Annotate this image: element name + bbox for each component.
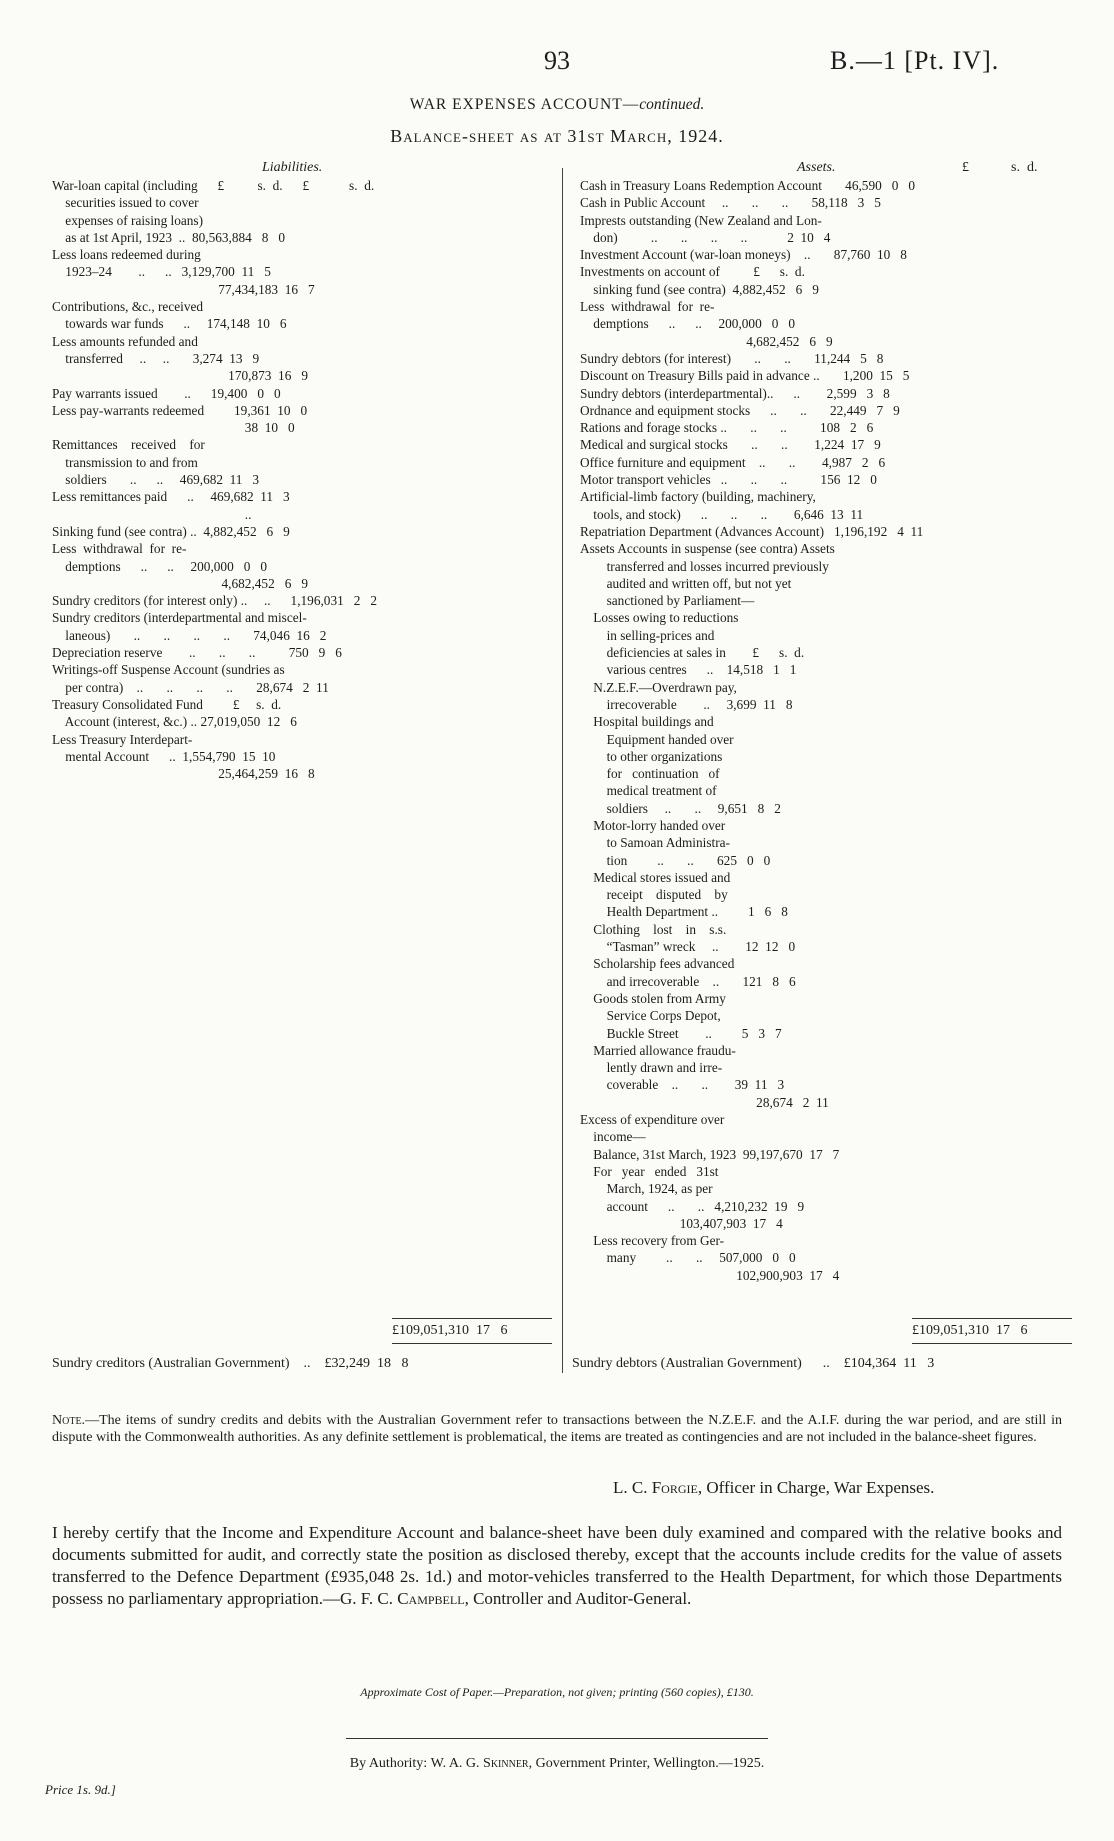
assets-contingent: Sundry debtors (Australian Government) .. £104,364 11 3 <box>572 1356 935 1371</box>
asset-line: Motor-lorry handed over <box>580 817 726 833</box>
signature-line <box>613 1478 934 1498</box>
liability-line: 170,873 16 9 <box>52 368 308 384</box>
asset-line: Cash in Treasury Loans Redemption Account 46,590 0 0 <box>580 178 915 193</box>
asset-line: account .. .. 4,210,232 19 9 <box>580 1198 805 1214</box>
asset-line: Investment Account (war-loan moneys) .. 87,760 10 8 <box>580 247 907 263</box>
asset-line: Equipment handed over <box>580 731 734 747</box>
asset-line: tion .. .. 625 0 0 <box>580 852 771 868</box>
liabilities-column <box>52 177 377 782</box>
liability-line: laneous) .. .. .. .. 74,046 16 2 <box>52 627 327 643</box>
asset-line: Imprests outstanding (New Zealand and Lon- <box>580 212 822 228</box>
liabilities-total-rule <box>392 1318 552 1319</box>
asset-line: Scholarship fees advanced <box>580 956 735 972</box>
liability-line: securities issued to cover <box>52 195 199 211</box>
footer-rule <box>346 1738 768 1739</box>
liability-line: 1923–24 .. .. 3,129,700 11 5 <box>52 264 271 280</box>
price: Price 1s. 9d.] <box>45 1782 116 1797</box>
auditor-certificate <box>52 1522 1062 1610</box>
asset-line: Losses owing to reductions <box>580 610 739 626</box>
asset-line: tools, and stock) .. .. .. 6,646 13 11 <box>580 506 864 522</box>
liability-line: Less amounts refunded and <box>52 333 198 349</box>
liability-line: Account (interest, &c.) .. 27,019,050 12 6 <box>52 714 297 730</box>
asset-line: many .. .. 507,000 0 0 <box>580 1250 796 1266</box>
liability-line: soldiers .. .. 469,682 11 3 <box>52 472 260 488</box>
authority-name: W. A. G. Skinner <box>430 1756 529 1771</box>
asset-line: income— <box>580 1129 646 1145</box>
liability-line: Contributions, &c., received <box>52 299 204 315</box>
printer-authority <box>0 1756 1114 1772</box>
asset-line: Excess of expenditure over <box>580 1112 725 1128</box>
authority-suffix: , Government Printer, Wellington.—1925. <box>528 1756 765 1771</box>
asset-line: sinking fund (see contra) 4,882,452 6 9 <box>580 281 819 297</box>
liability-line: .. <box>52 506 252 522</box>
asset-line: for continuation of <box>580 766 720 782</box>
assets-total-rule <box>912 1318 1072 1319</box>
asset-line: Artificial-limb factory (building, machinery, <box>580 489 816 505</box>
liabilities-contingent: Sundry creditors (Australian Government) .. £32,249 18 8 <box>52 1356 409 1371</box>
asset-line: Office furniture and equipment .. .. 4,987 2 6 <box>580 454 886 470</box>
asset-line: Health Department .. 1 6 8 <box>580 904 788 920</box>
liability-line: Less withdrawal for re- <box>52 541 187 557</box>
asset-line: Cash in Public Account .. .. .. 58,118 3 5 <box>580 195 881 211</box>
asset-line: irrecoverable .. 3,699 11 8 <box>580 696 793 712</box>
liabilities-total-underline <box>392 1343 552 1344</box>
liability-line: demptions .. .. 200,000 0 0 <box>52 558 267 574</box>
asset-line: Ordnance and equipment stocks .. .. 22,449 7 9 <box>580 402 900 418</box>
asset-line: “Tasman” wreck .. 12 12 0 <box>580 939 796 955</box>
liability-line: towards war funds .. 174,148 10 6 <box>52 316 287 332</box>
document-title <box>0 96 1114 114</box>
note-label: Note. <box>52 1413 86 1428</box>
liability-line: Pay warrants issued .. 19,400 0 0 <box>52 385 281 401</box>
title-cont: continued. <box>639 96 705 113</box>
page-number: 93 <box>544 46 570 75</box>
liability-line: Less pay-warrants redeemed 19,361 10 0 <box>52 402 308 418</box>
liability-line: Depreciation reserve .. .. .. 750 9 6 <box>52 645 342 661</box>
liability-line: Writings-off Suspense Account (sundries as <box>52 662 285 678</box>
asset-line: 102,900,903 17 4 <box>580 1267 840 1283</box>
asset-line: and irrecoverable .. 121 8 6 <box>580 973 796 989</box>
asset-line: Sundry debtors (interdepartmental).. .. 2,599 3 8 <box>580 385 890 401</box>
subtitle-text: Balance-sheet as at 31st March, 1924. <box>390 126 724 146</box>
asset-line: to Samoan Administra- <box>580 835 730 851</box>
asset-line: soldiers .. .. 9,651 8 2 <box>580 800 781 816</box>
parliamentary-code: B.—1 [Pt. IV]. <box>830 46 1000 75</box>
liability-line: Remittances received for <box>52 437 205 453</box>
liability-line: 25,464,259 16 8 <box>52 766 315 782</box>
column-divider <box>562 168 563 1373</box>
asset-line: Motor transport vehicles .. .. .. 156 12 0 <box>580 472 877 488</box>
signature-name: L. C. Forgie <box>613 1478 698 1497</box>
asset-line: Hospital buildings and <box>580 714 714 730</box>
asset-line: For year ended 31st <box>580 1163 719 1179</box>
asset-line: deficiencies at sales in £ s. d. <box>580 645 805 661</box>
liabilities-heading: Liabilities. <box>262 160 323 175</box>
certificate-signer: G. F. C. Campbell <box>340 1589 465 1608</box>
asset-line: Goods stolen from Army <box>580 990 726 1006</box>
signature-role: , Officer in Charge, War Expenses. <box>697 1478 935 1497</box>
asset-line: 103,407,903 17 4 <box>580 1215 783 1231</box>
assets-total: £109,051,310 17 6 <box>912 1323 1028 1338</box>
liability-line: as at 1st April, 1923 .. 80,563,884 8 0 <box>52 229 286 245</box>
authority-prefix: By Authority: <box>349 1756 431 1771</box>
liability-line: Less Treasury Interdepart- <box>52 731 193 747</box>
liability-line: transferred .. .. 3,274 13 9 <box>52 350 260 366</box>
asset-line: lently drawn and irre- <box>580 1060 723 1076</box>
asset-line: Clothing lost in s.s. <box>580 921 727 937</box>
note-text: —The items of sundry credits and debits with the Australian Government refer to transactions between the N.Z.E.F. and the A.I.F. during the war period, and are still in dispute with the Commonwealth authorities. As any definite settlement is problematical, the items are treated as contingencies and are not included in the balance-sheet figures. <box>52 1413 1062 1445</box>
assets-heading: Assets. <box>797 160 836 175</box>
asset-line: audited and written off, but not yet <box>580 575 792 591</box>
liability-line: mental Account .. 1,554,790 15 10 <box>52 748 276 764</box>
asset-line: Less recovery from Ger- <box>580 1233 725 1249</box>
asset-line: don) .. .. .. .. 2 10 4 <box>580 229 831 245</box>
asset-line: Assets Accounts in suspense (see contra) Assets <box>580 541 835 557</box>
asset-line: Medical and surgical stocks .. .. 1,224 17 9 <box>580 437 881 453</box>
liability-line: Sinking fund (see contra) .. 4,882,452 6 9 <box>52 523 290 539</box>
liability-line: 38 10 0 <box>52 420 295 436</box>
asset-line: Medical stores issued and <box>580 869 731 885</box>
asset-line: Buckle Street .. 5 3 7 <box>580 1025 782 1041</box>
document-subtitle <box>0 126 1114 147</box>
asset-line: 4,682,452 6 9 <box>580 333 833 349</box>
asset-line: sanctioned by Parliament— <box>580 593 755 609</box>
liability-line: Sundry creditors (interdepartmental and miscel- <box>52 610 307 626</box>
asset-line: 28,674 2 11 <box>580 1094 829 1110</box>
asset-line: N.Z.E.F.—Overdrawn pay, <box>580 679 737 695</box>
liability-line: 77,434,183 16 7 <box>52 281 315 297</box>
asset-line: March, 1924, as per <box>580 1181 713 1197</box>
asset-line: to other organizations <box>580 748 723 764</box>
liability-line: War-loan capital (including £ s. d. £ s. d. <box>52 178 375 193</box>
asset-line: Married allowance fraudu- <box>580 1042 736 1058</box>
asset-line: Discount on Treasury Bills paid in advance .. 1,200 15 5 <box>580 368 910 384</box>
asset-line: Investments on account of £ s. d. <box>580 264 805 280</box>
note-paragraph <box>52 1412 1062 1446</box>
liability-line: per contra) .. .. .. .. 28,674 2 11 <box>52 679 329 695</box>
liability-line: Treasury Consolidated Fund £ s. d. <box>52 696 282 712</box>
asset-line: Sundry debtors (for interest) .. .. 11,244 5 8 <box>580 350 884 366</box>
asset-line: various centres .. 14,518 1 1 <box>580 662 797 678</box>
asset-line: coverable .. .. 39 11 3 <box>580 1077 785 1093</box>
liability-line: expenses of raising loans) <box>52 212 204 228</box>
liability-line: Less loans redeemed during <box>52 247 201 263</box>
asset-line: medical treatment of <box>580 783 717 799</box>
assets-column <box>580 177 923 1284</box>
certificate-text: I hereby certify that the Income and Expenditure Account and balance-sheet have been duly examined and compared with the relative books and documents submitted for audit, and correctly state the position as disclosed thereby, except that the accounts include credits for the value of assets transferred to the Defence Department (£935,048 2s. 1d.) and motor-vehicles transferred to the Health Department, for which those Departments possess no parliamentary appropriation.— <box>52 1523 1062 1608</box>
asset-line: transferred and losses incurred previously <box>580 558 829 574</box>
liabilities-total: £109,051,310 17 6 <box>392 1323 508 1338</box>
assets-total-underline <box>912 1343 1072 1344</box>
asset-line: Service Corps Depot, <box>580 1008 721 1024</box>
asset-line: Balance, 31st March, 1923 99,197,670 17 7 <box>580 1146 840 1162</box>
asset-line: Less withdrawal for re- <box>580 299 715 315</box>
liability-line: 4,682,452 6 9 <box>52 575 308 591</box>
asset-line: demptions .. .. 200,000 0 0 <box>580 316 795 332</box>
liability-line: Less remittances paid .. 469,682 11 3 <box>52 489 290 505</box>
asset-line: Repatriation Department (Advances Account) 1,196,192 4 11 <box>580 523 924 539</box>
cost-of-paper: Approximate Cost of Paper.—Preparation, not given; printing (560 copies), £130. <box>360 1685 754 1699</box>
asset-line: in selling-prices and <box>580 627 715 643</box>
title-main: WAR EXPENSES ACCOUNT— <box>409 96 640 113</box>
asset-line: receipt disputed by <box>580 887 728 903</box>
asset-line: Rations and forage stocks .. .. .. 108 2 6 <box>580 420 874 436</box>
liability-line: transmission to and from <box>52 454 198 470</box>
assets-header-lsd: £ s. d. <box>962 160 1038 175</box>
certificate-signer-role: , Controller and Auditor-General. <box>464 1589 692 1608</box>
liability-line: Sundry creditors (for interest only) .. .. 1,196,031 2 2 <box>52 593 377 609</box>
